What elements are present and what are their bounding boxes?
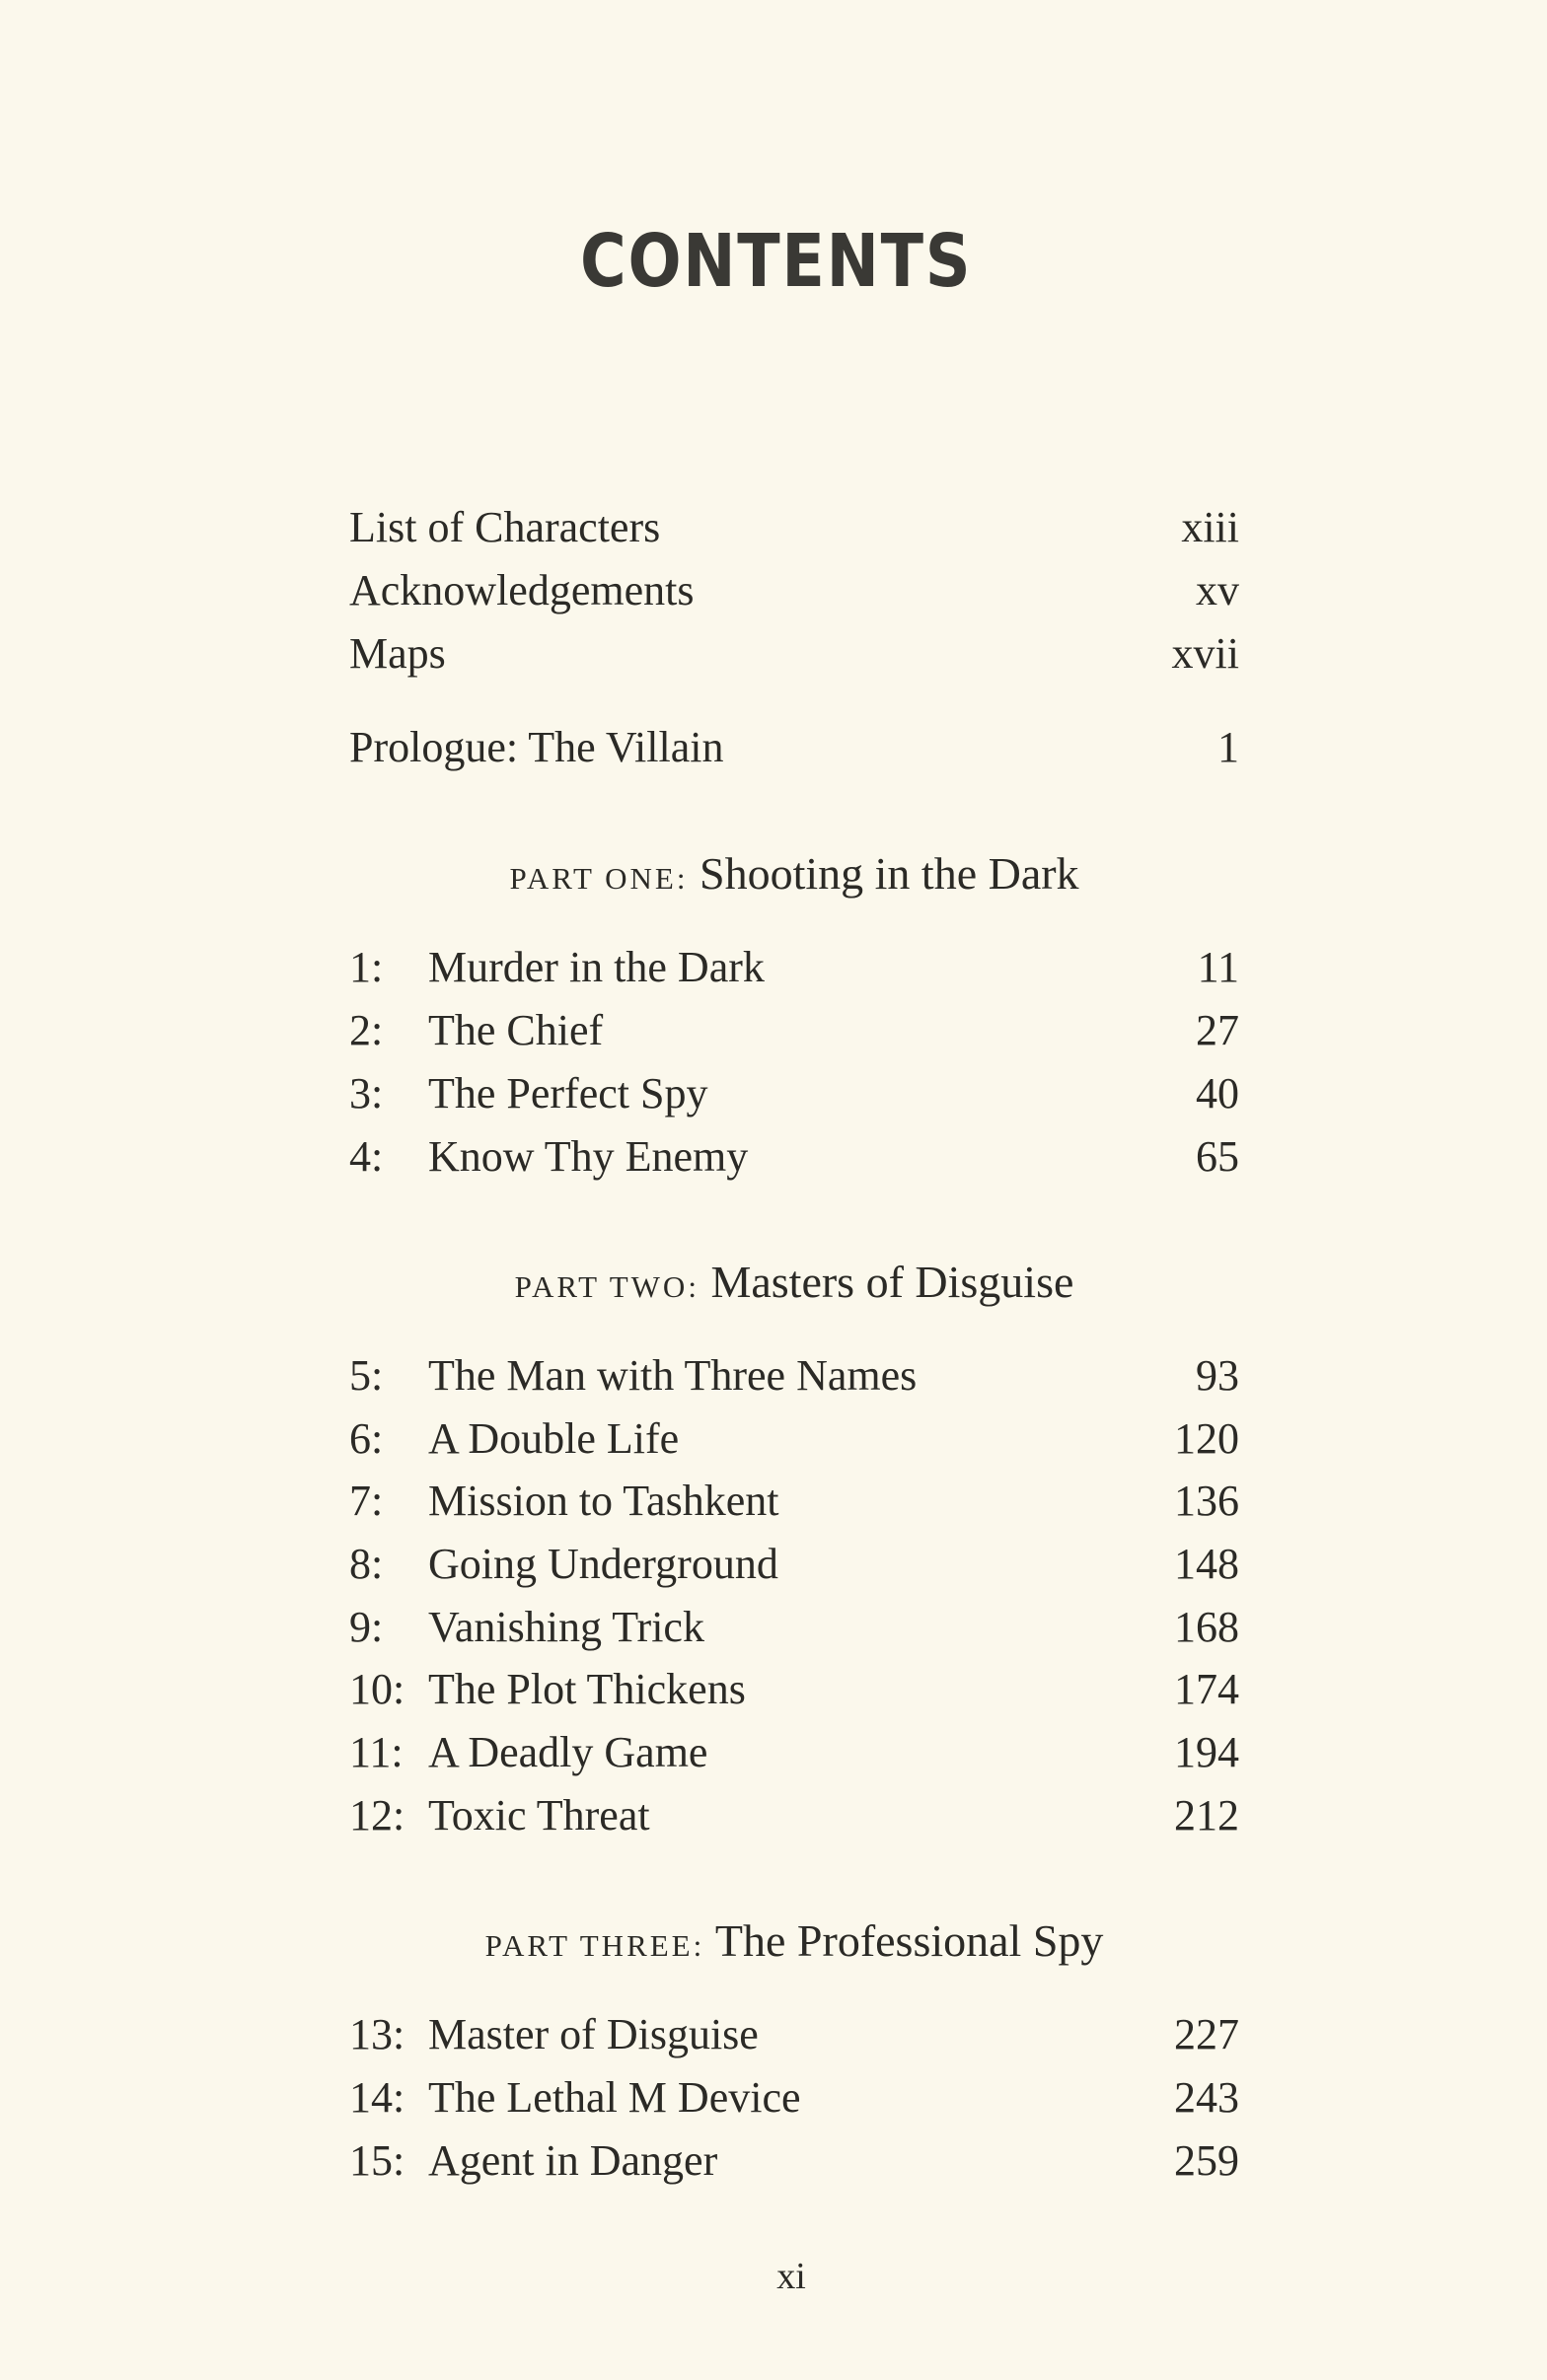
chapter-page: 148 [1174, 1540, 1239, 1588]
toc-chapter [349, 1066, 1239, 1121]
chapter-title: A Double Life [428, 1414, 680, 1463]
toc-chapter [349, 2007, 1239, 2062]
chapter-page: 136 [1174, 1477, 1239, 1525]
chapter-page: 212 [1174, 1791, 1239, 1839]
chapter-page: 194 [1174, 1728, 1239, 1776]
chapter-page: 174 [1174, 1665, 1239, 1713]
chapter-title: The Plot Thickens [428, 1665, 746, 1713]
chapter-title: The Man with Three Names [428, 1351, 918, 1400]
chapter-number: 11: [349, 1728, 404, 1776]
chapter-page: 120 [1174, 1414, 1239, 1463]
part-heading [349, 1255, 1239, 1315]
chapter-title: Murder in the Dark [428, 943, 765, 991]
chapter-title: The Lethal M Device [428, 2073, 801, 2122]
chapter-title: The Perfect Spy [428, 1069, 708, 1118]
toc-entry-page: xiii [1181, 503, 1239, 551]
part-heading [349, 846, 1239, 906]
chapter-title: Know Thy Enemy [428, 1132, 749, 1181]
chapter-number: 3: [349, 1069, 384, 1118]
chapter-page: 93 [1196, 1351, 1239, 1400]
part-heading [349, 1913, 1239, 1974]
chapter-title: Mission to Tashkent [428, 1477, 779, 1525]
chapter-page: 27 [1196, 1006, 1239, 1054]
toc-chapter [349, 2070, 1239, 2126]
chapter-number: 12: [349, 1791, 405, 1839]
chapter-title: Toxic Threat [428, 1791, 650, 1839]
toc-entry-page: xv [1196, 566, 1239, 614]
toc-entry-prologue [349, 720, 1239, 775]
toc-entry [349, 563, 1239, 618]
chapter-page: 168 [1174, 1603, 1239, 1651]
chapter-page: 227 [1174, 2010, 1239, 2058]
toc-chapter [349, 1600, 1239, 1655]
toc-chapter [349, 2133, 1239, 2189]
part-label: PART THREE: [484, 1928, 705, 1963]
toc-chapter [349, 1537, 1239, 1592]
toc-chapter [349, 1003, 1239, 1058]
part-label: PART ONE: [509, 861, 689, 896]
chapter-title: Vanishing Trick [428, 1603, 704, 1651]
chapter-page: 259 [1174, 2136, 1239, 2185]
toc-entry-page: xvii [1171, 629, 1239, 678]
chapter-number: 8: [349, 1540, 384, 1588]
chapter-number: 5: [349, 1351, 384, 1400]
chapter-number: 14: [349, 2073, 405, 2122]
chapter-title: Agent in Danger [428, 2136, 718, 2185]
toc-entry [349, 500, 1239, 555]
toc-entry-title: Prologue: The Villain [349, 723, 724, 771]
chapter-number: 7: [349, 1477, 384, 1525]
toc-chapter [349, 1474, 1239, 1529]
toc-chapter [349, 1411, 1239, 1467]
chapter-number: 6: [349, 1414, 384, 1463]
toc-entry-title: Maps [349, 629, 446, 678]
toc-chapter [349, 1348, 1239, 1404]
toc-chapter [349, 1129, 1239, 1185]
page-title: CONTENTS [580, 219, 973, 304]
chapter-title: Going Underground [428, 1540, 778, 1588]
chapter-title: The Chief [428, 1006, 604, 1054]
toc-entry-title: Acknowledgements [349, 566, 695, 614]
toc-chapter [349, 1725, 1239, 1780]
chapter-number: 4: [349, 1132, 384, 1181]
toc-entry [349, 626, 1239, 682]
toc-entry-page: 1 [1217, 723, 1239, 771]
chapter-number: 9: [349, 1603, 384, 1651]
toc-chapter [349, 940, 1239, 995]
chapter-title: A Deadly Game [428, 1728, 708, 1776]
chapter-number: 1: [349, 943, 384, 991]
chapter-page: 243 [1174, 2073, 1239, 2122]
chapter-page: 65 [1196, 1132, 1239, 1181]
chapter-number: 10: [349, 1665, 405, 1713]
part-title: The Professional Spy [714, 1915, 1104, 1966]
toc-entry-title: List of Characters [349, 503, 661, 551]
page-number: xi [776, 2256, 806, 2297]
part-label: PART TWO: [514, 1269, 700, 1304]
chapter-title: Master of Disguise [428, 2010, 759, 2058]
chapter-number: 15: [349, 2136, 405, 2185]
toc-chapter [349, 1788, 1239, 1843]
chapter-page: 40 [1196, 1069, 1239, 1118]
part-title: Shooting in the Dark [699, 848, 1079, 899]
chapter-number: 2: [349, 1006, 384, 1054]
chapter-number: 13: [349, 2010, 405, 2058]
toc-chapter [349, 1662, 1239, 1717]
chapter-page: 11 [1197, 943, 1239, 991]
part-title: Masters of Disguise [710, 1257, 1074, 1307]
